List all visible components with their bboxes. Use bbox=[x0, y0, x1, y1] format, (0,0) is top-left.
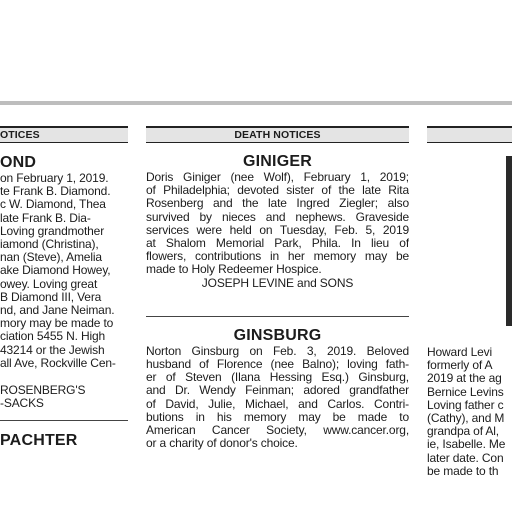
notice-line: Doris Giniger (nee Wolf), February 1, 2019; bbox=[146, 171, 409, 184]
notice-line: te Frank B. Diamond. bbox=[0, 185, 111, 199]
notice-name-ginsburg: GINSBURG bbox=[233, 326, 322, 344]
notice-name-giniger: GINIGER bbox=[243, 153, 312, 170]
notice-line: owey. Loving great bbox=[0, 277, 98, 291]
notice-line: on February 1, 2019. bbox=[0, 172, 109, 185]
right-column-spacer bbox=[427, 143, 512, 346]
notice-line: or a charity of donor's choice. bbox=[146, 437, 298, 451]
notice-line: B Diamond III, Vera bbox=[0, 290, 102, 304]
notice-line: nan (Steve), Amelia bbox=[0, 251, 102, 265]
notice-line: husband of Florence (nee Balno); loving fath- bbox=[146, 358, 409, 372]
notice-line: Loving father c bbox=[427, 398, 504, 412]
right-column bbox=[427, 126, 512, 478]
notice-line: at Shalom Memorial Park, Phila. In lieu of bbox=[146, 237, 409, 251]
section-header-death-notices: DEATH NOTICES bbox=[146, 126, 409, 143]
notice-line: butions in his memory may be made to bbox=[146, 410, 409, 424]
notice-line: ake Diamond Howey, bbox=[0, 264, 111, 278]
notice-body-levin bbox=[427, 346, 512, 478]
notice-line: survived by nieces and nephews. Graveside bbox=[146, 210, 409, 224]
notice-line: Norton Ginsburg on Feb. 3, 2019. Beloved bbox=[146, 344, 409, 358]
notice-line: grandpa of Al, bbox=[427, 425, 499, 439]
notice-body-giniger bbox=[146, 171, 409, 277]
notice-line: services were held on Tuesday, Feb. 5, 2019 bbox=[146, 223, 409, 237]
portrait-photo bbox=[506, 156, 512, 326]
section-header-right bbox=[427, 126, 512, 143]
notice-line: ciation 5455 N. High bbox=[0, 330, 106, 344]
notice-line: flowers, contributions in her memory may be bbox=[146, 250, 409, 264]
notice-line: all Ave, Rockville Cen- bbox=[0, 356, 116, 370]
notice-line: c W. Diamond, Thea bbox=[0, 198, 106, 212]
notice-line: Howard Levi bbox=[427, 346, 493, 359]
notice-name-diamond: OND bbox=[0, 154, 37, 171]
notice-line: formerly of A bbox=[427, 359, 493, 373]
top-rule bbox=[0, 101, 512, 105]
notice-line: Rosenberg and the late Ingred Ziegler; also bbox=[146, 197, 409, 211]
notice-line: Bernice Levins bbox=[427, 385, 504, 399]
notice-line: and Dr. Wendy Feinman; adored grandfather bbox=[146, 384, 409, 398]
notice-name-pachter: PACHTER bbox=[0, 432, 78, 450]
notice-line: ie, Isabelle. Me bbox=[427, 438, 506, 452]
notice-line: 43214 or the Jewish bbox=[0, 343, 105, 357]
left-column bbox=[0, 126, 128, 450]
notice-line: iamond (Christina), bbox=[0, 238, 99, 252]
notice-line: of David, Julie, Michael, and Carlos. Contri- bbox=[146, 397, 409, 411]
funeral-home-line: ROSENBERG'S bbox=[0, 384, 86, 398]
notice-divider bbox=[146, 316, 409, 317]
notice-line: nd, and Jane Neiman. bbox=[0, 304, 115, 318]
middle-column bbox=[146, 126, 409, 450]
notice-line: er of Steven (Ilana Hessing Esq.) Ginsburg, bbox=[146, 371, 409, 385]
notice-body-diamond bbox=[0, 172, 128, 370]
notice-line: late Frank B. Dia- bbox=[0, 211, 91, 225]
notice-line: (Cathy), and M bbox=[427, 412, 505, 426]
funeral-home-line: -SACKS bbox=[0, 397, 44, 411]
notice-line: later date. Con bbox=[427, 451, 504, 465]
notice-line: be made to th bbox=[427, 464, 499, 478]
notice-line: Loving grandmother bbox=[0, 224, 105, 238]
section-header-left: OTICES bbox=[0, 126, 128, 143]
notice-line: of Philadelphia; devoted sister of the late Rita bbox=[146, 184, 409, 198]
notice-line: mory may be made to bbox=[0, 317, 114, 331]
notice-body-ginsburg bbox=[146, 345, 409, 451]
notice-line: made to Holy Redeemer Hospice. bbox=[146, 263, 322, 277]
funeral-home-giniger: JOSEPH LEVINE and SONS bbox=[201, 276, 354, 290]
notice-line: 2019 at the ag bbox=[427, 372, 502, 386]
notice-line: American Cancer Society, www.cancer.org, bbox=[146, 424, 409, 438]
notice-divider bbox=[0, 420, 128, 421]
